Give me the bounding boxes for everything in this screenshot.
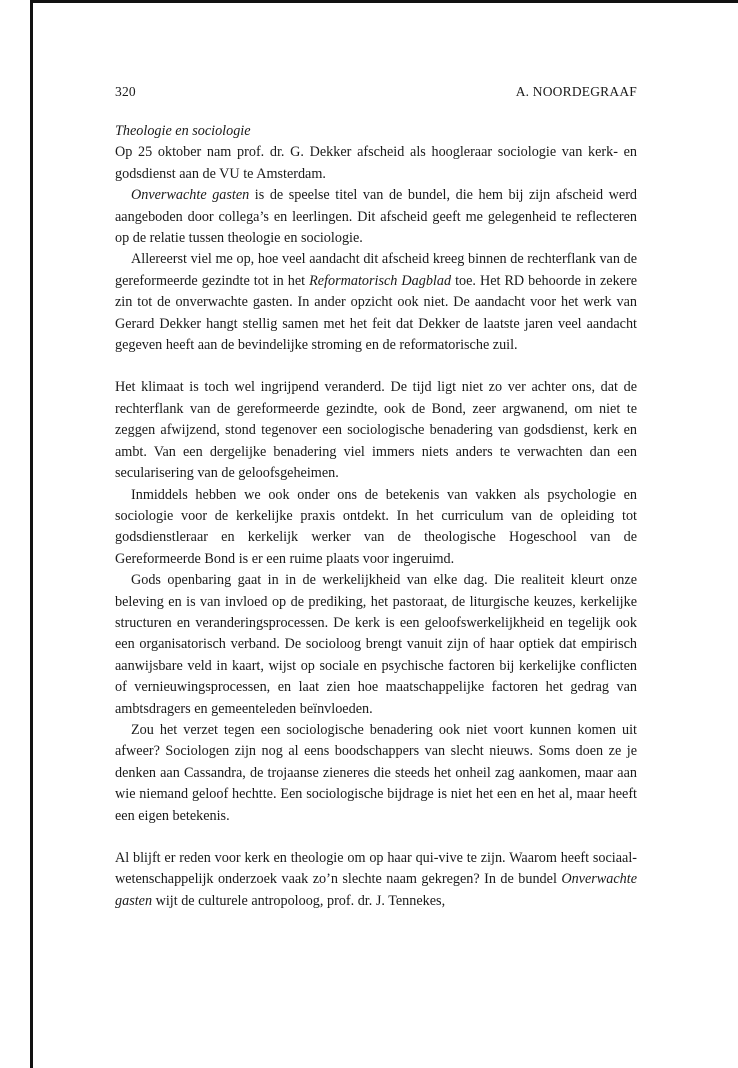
running-header: [115, 84, 637, 100]
running-author: A. NOORDEGRAAF: [515, 84, 637, 99]
paragraph-1: Op 25 oktober nam prof. dr. G. Dekker afscheid als hoogleraar sociologie van kerk- en godsdienst aan de VU te Amsterdam.: [115, 144, 637, 182]
body-text: [115, 121, 637, 912]
page-number: 320: [115, 84, 136, 99]
newspaper-title: Reformatorisch Dagblad: [309, 272, 452, 289]
paragraph-gap: [115, 827, 637, 848]
paragraph-6: Gods openbaring gaat in in de werkelijkheid van elke dag. Die realiteit kleurt onze beleving en is van invloed op de prediking, het pastoraat, de liturgische keuzes, kerkelijke structuren en veranderingsprocessen. De kerk is een geloofswerkelijkheid en tegelijk ook een organisatorisch verband. De socioloog brengt vanuit zijn of haar optiek dat empirisch aanwijsbare veld in kaart, wijst op sociale en psychische factoren bij kerkelijke conflicten of vernieuwingsprocessen, en laat zien hoe maatschappelijke factoren het gedrag van ambtsdragers en gemeenteleden beïnvloeden.: [115, 572, 637, 717]
scan-border-left: [30, 0, 33, 1068]
paragraph-7: Zou het verzet tegen een sociologische benadering ook niet voort kunnen komen uit afweer? Sociologen zijn nog al eens boodschappers van slecht nieuws. Soms doen ze je denken aan Cassandra, de trojaanse zieneres die steeds het onheil zag aankomen, maar aan wie niemand geloof hechtte. Een sociologische bijdrage is niet het een en het al, maar heeft een eigen betekenis.: [115, 721, 637, 824]
document-page: [115, 84, 638, 909]
paragraph-2: Onverwachte gasten is de speelse titel van de bundel, die hem bij zijn afscheid werd aangeboden door collega’s en leerlingen. Dit afscheid geeft me gelegenheid te reflecteren op de relatie tussen theologie en sociologie.: [115, 187, 638, 247]
paragraph-8: Al blijft er reden voor kerk en theologie om op haar qui-vive te zijn. Waarom heeft sociaal-wetenschappelijk onderzoek vaak zo’n slechte naam gekregen? In de bundel Onverwachte gasten wijt de culturele antropoloog, prof. dr. J. Tennekes,: [115, 850, 637, 909]
paragraph-gap: [115, 356, 637, 377]
paragraph-3: Allereerst viel me op, hoe veel aandacht dit afscheid kreeg binnen de rechterflank van de gereformeerde gezindte tot in het Reformatorisch Dagblad toe. Het RD behoorde in zekere zin tot de onverwachte gasten. In ander opzicht ook niet. De aandacht voor het werk van Gerard Dekker hangt stellig samen met het feit dat Dekker de laatste jaren veel aandacht gegeven heeft aan de bevindelijke stroming en de reformatorische zuil.: [115, 251, 637, 354]
scan-border-top: [30, 0, 738, 3]
book-title: Onverwachte gasten: [115, 871, 637, 909]
paragraph-4: Het klimaat is toch wel ingrijpend veranderd. De tijd ligt niet zo ver achter ons, dat de rechterflank van de gereformeerde gezindte, ook de Bond, zeer argwanend, om niet te zeggen afwijzend, stond tegenover een sociologische benadering van godsdienst, kerk en ambt. Van een dergelijke benadering viel immers niets anders te verwachten dan een secularisering van de geloofsgeheimen.: [115, 379, 637, 482]
section-title: Theologie en sociologie: [115, 123, 251, 139]
paragraph-5: Inmiddels hebben we ook onder ons de betekenis van vakken als psychologie en sociologie voor de kerkelijke praxis ontdekt. In het curriculum van de opleiding tot godsdienstleraar en kerkelijk werker van de theologische Hogeschool van de Gereformeerde Bond is er een ruime plaats voor ingeruimd.: [115, 486, 637, 567]
book-title: Onverwachte gasten: [131, 187, 250, 204]
